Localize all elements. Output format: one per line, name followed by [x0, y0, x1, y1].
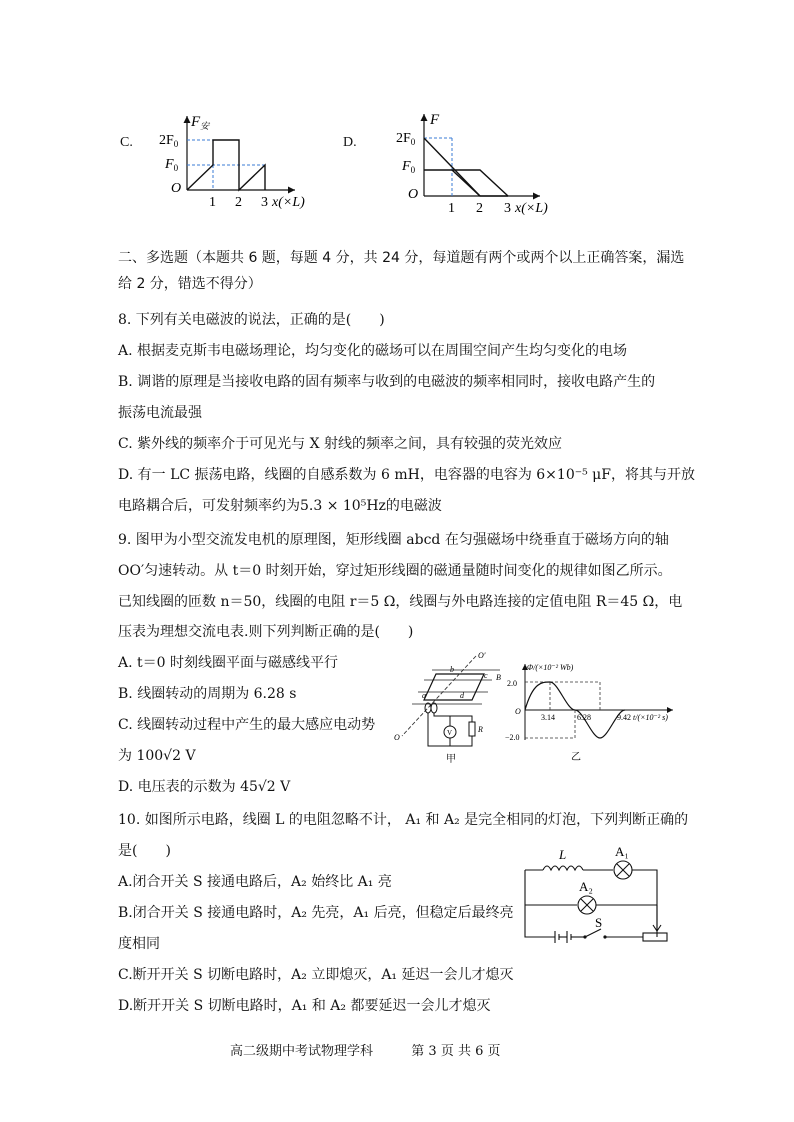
- q9-option-c-line2: 为 100√2 V: [118, 748, 196, 764]
- yi-y-label: Φ/(×10⁻² Wb): [527, 663, 574, 672]
- q9-option-b: B. 线圈转动的周期为 6.28 s: [118, 686, 297, 702]
- q8-option-c: C. 紫外线的频率介于可见光与 X 射线的频率之间，具有较强的荧光效应: [118, 436, 562, 452]
- q8-stem: 8. 下列有关电磁波的说法，正确的是( ): [118, 312, 385, 328]
- q9-figure-jia: [392, 650, 510, 765]
- yi-caption: 乙: [571, 752, 581, 763]
- d-xtick-1: 1: [448, 201, 455, 216]
- c-y-axis-label: $F_安$: [191, 114, 210, 131]
- d-ytick-2f: $2F_0$: [396, 131, 416, 147]
- c-xtick-1: 1: [209, 195, 216, 210]
- yi-x-label: t/(×10⁻² s): [633, 713, 668, 722]
- q8-option-d-line1: D. 有一 LC 振荡电路，线圈的自感系数为 6 mH，电容器的电容为 6×10⁻⁵ μF，将其与开放: [118, 467, 695, 483]
- yi-ytick-pos: 2.0: [507, 679, 517, 688]
- yi-xtick-3: 9.42: [617, 713, 631, 722]
- footer-exam-name: 高二级期中考试物理学科: [230, 1044, 374, 1059]
- q10-option-b-line1: B.闭合开关 S 接通电路时，A₂ 先亮，A₁ 后亮，但稳定后最终亮: [118, 905, 514, 921]
- footer-page-number: 第 3 页 共 6 页: [411, 1044, 501, 1059]
- jia-label-b: b: [450, 665, 454, 674]
- q9-option-d: D. 电压表的示数为 45√2 V: [118, 779, 291, 795]
- d-xtick-2: 2: [476, 201, 483, 216]
- c-origin: O: [171, 181, 182, 196]
- circuit-label-a1: A₁: [615, 845, 629, 859]
- option-c-graph: [155, 110, 325, 215]
- q10-option-a: A.闭合开关 S 接通电路后，A₂ 始终比 A₁ 亮: [118, 874, 392, 890]
- q9-figure-yi: [505, 660, 680, 765]
- q9-stem-line3: 已知线圈的匝数 n＝50，线圈的电阻 r＝5 Ω，线圈与外电路连接的定值电阻 R＝45 Ω，电: [118, 594, 683, 610]
- d-ytick-f: $F_0$: [402, 159, 416, 175]
- section-heading-line2: 给 2 分，错选不得分）: [118, 276, 262, 292]
- d-xtick-3: 3: [504, 201, 511, 216]
- yi-origin: O: [515, 707, 521, 716]
- q10-circuit: [515, 845, 680, 957]
- q8-option-a: A. 根据麦克斯韦电磁场理论，均匀变化的磁场可以在周围空间产生均匀变化的电场: [118, 343, 628, 359]
- c-xtick-2: 2: [235, 195, 242, 210]
- circuit-label-a2: A₂: [579, 879, 593, 894]
- option-d-graph: [390, 108, 565, 220]
- circuit-label-s: S: [595, 915, 603, 930]
- q9-option-c-line1: C. 线圈转动过程中产生的最大感应电动势: [118, 717, 376, 733]
- jia-label-field-b: B: [496, 673, 501, 682]
- jia-label-voltmeter: V: [447, 729, 453, 737]
- yi-ytick-neg: −2.0: [505, 733, 520, 742]
- jia-label-r: R: [478, 725, 483, 734]
- page-footer: [230, 1040, 501, 1059]
- q8-option-b-line2: 振荡电流最强: [118, 405, 202, 421]
- q10-option-c: C.断开开关 S 切断电路时，A₂ 立即熄灭，A₁ 延迟一会儿才熄灭: [118, 967, 514, 983]
- jia-label-a: a: [422, 691, 426, 700]
- c-ytick-2f: $2F_0$: [159, 133, 179, 149]
- yi-xtick-2: 6.28: [577, 713, 591, 722]
- d-y-axis-label: F: [430, 112, 440, 128]
- jia-label-d: d: [460, 691, 464, 700]
- q10-option-d: D.断开开关 S 切断电路时，A₁ 和 A₂ 都要延迟一会儿才熄灭: [118, 998, 491, 1014]
- option-d-label: D.: [343, 135, 357, 150]
- q10-stem-line1: 10. 如图所示电路，线圈 L 的电阻忽略不计， A₁ 和 A₂ 是完全相同的灯泡，下列判断正确的: [118, 812, 689, 828]
- section-heading-line1: 二、多选题（本题共 6 题，每题 4 分，共 24 分，每道题有两个或两个以上正确答案，漏选: [118, 250, 685, 266]
- d-origin: O: [408, 187, 419, 202]
- q9-option-a: A. t＝0 时刻线圈平面与磁感线平行: [118, 655, 338, 671]
- jia-label-o-prime: O′: [478, 651, 486, 660]
- jia-caption: 甲: [446, 754, 456, 765]
- option-c-label: C.: [120, 135, 133, 150]
- c-ytick-f: $F_0$: [165, 157, 179, 173]
- jia-label-o: O: [394, 733, 400, 742]
- yi-xtick-1: 3.14: [541, 713, 555, 722]
- c-xtick-3: 3: [261, 195, 268, 210]
- c-x-axis-label: x(×L): [272, 195, 305, 210]
- d-x-axis-label: x(×L): [515, 201, 548, 216]
- jia-label-c: c: [484, 671, 488, 680]
- q9-stem-line4: 压表为理想交流电表.则下列判断正确的是( ): [118, 624, 414, 640]
- q8-option-d-line2: 电路耦合后，可发射频率约为5.3 × 10⁵Hz的电磁波: [118, 498, 442, 514]
- q9-stem-line2: OO′匀速转动。从 t＝0 时刻开始，穿过矩形线圈的磁通量随时间变化的规律如图乙所示。: [118, 563, 672, 579]
- circuit-label-l: L: [559, 847, 567, 862]
- q8-option-b-line1: B. 调谐的原理是当接收电路的固有频率与收到的电磁波的频率相同时，接收电路产生的: [118, 374, 656, 390]
- q9-stem-line1: 9. 图甲为小型交流发电机的原理图，矩形线圈 abcd 在匀强磁场中绕垂直于磁场方向的轴: [118, 532, 669, 548]
- q10-stem-line2: 是( ): [118, 843, 171, 859]
- q10-option-b-line2: 度相同: [118, 936, 160, 952]
